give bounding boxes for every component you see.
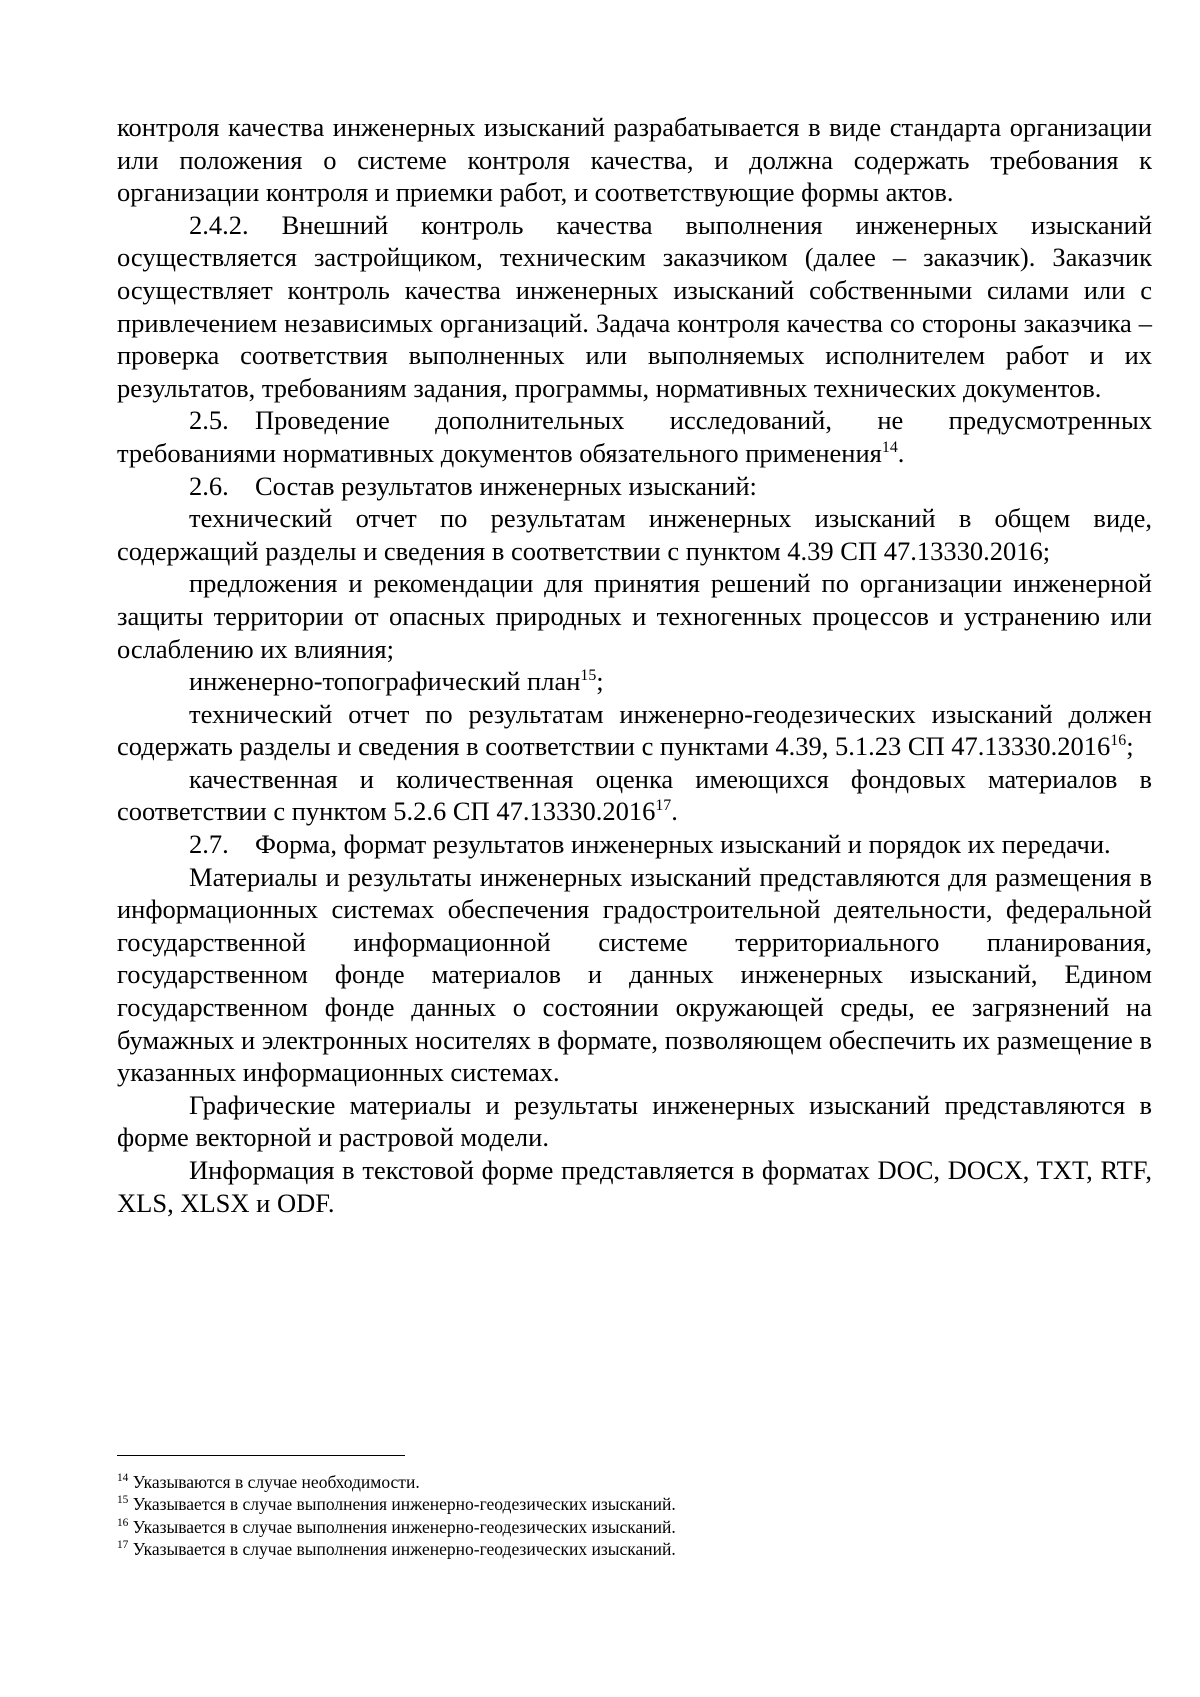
footnote-text: Указываются в случае необходимости. [132, 1472, 420, 1492]
clause-number: 2.5. [189, 405, 229, 436]
paragraph-text: технический отчет по результатам инженерных изысканий в общем виде, содержащий разделы и сведения в соответствии с пунктом 4.39 СП 47.13330.2016; [117, 503, 1152, 566]
paragraph-text: Графические материалы и результаты инженерных изысканий представляются в форме векторной и растровой модели. [117, 1089, 1152, 1153]
clause-number: 2.7. [189, 829, 229, 860]
paragraph-text: качественная и количественная оценка имеющихся фондовых материалов в соответствии с пунктом 5.2.6 СП 47.13330.2016 [117, 763, 1152, 827]
footnote-17 [117, 1538, 1152, 1560]
footnote-separator [117, 1455, 405, 1456]
footnote-number: 15 [117, 1494, 129, 1507]
paragraph-text: контроля качества инженерных изысканий разрабатывается в виде стандарта организации или положения о системе контроля качества, и должна содержать требования к организации контроля и приемки работ, и соответствующие формы актов. [117, 112, 1152, 208]
punctuation: ; [596, 666, 604, 697]
clause-number: 2.4.2. [189, 209, 249, 240]
footnote-number: 16 [117, 1516, 129, 1529]
paragraph-text: инженерно-топографический план [189, 666, 581, 697]
paragraph-text: Материалы и результаты инженерных изысканий представляются для размещения в информационных системах обеспечения градостроительной деятельности, федеральной государственной информационной системе территориального планирования, государственном фонде материалов и данных инженерных изысканий, Едином государственном фонде данных о состоянии окружающей среды, ее загрязнений на бумажных и электронных носителях в формате, позволяющем обеспечить их размещение в указанных информационных системах. [117, 861, 1152, 1088]
footnote-text: Указывается в случае выполнения инженерно-геодезических изысканий. [132, 1538, 676, 1559]
list-item-report [117, 502, 1152, 567]
footnotes [117, 1471, 1152, 1560]
footnote-ref-15[interactable]: 15 [580, 667, 597, 685]
footnote-text: Указывается в случае выполнения инженерно-геодезических изысканий. [132, 1516, 676, 1537]
paragraph-text: предложения и рекомендации для принятия решений по организации инженерной защиты территории от опасных природных и техногенных процессов и устранению или ослаблению их влияния; [117, 568, 1152, 664]
document-body [117, 111, 1152, 1219]
footnote-ref-17[interactable]: 17 [655, 797, 672, 815]
footnote-ref-16[interactable]: 16 [1110, 732, 1127, 750]
paragraph-2-7 [117, 828, 1152, 861]
paragraph-materials [117, 861, 1152, 1089]
paragraph-continuation [117, 111, 1152, 209]
paragraph-text: Состав результатов инженерных изысканий: [255, 470, 757, 501]
list-item-proposals [117, 567, 1152, 665]
footnote-16 [117, 1516, 1152, 1538]
paragraph-text: Проведение дополнительных исследований, не предусмотренных требованиями нормативных документов обязательного применения [117, 405, 1152, 468]
list-item-fund-assessment [117, 763, 1152, 828]
paragraph-text: Форма, формат результатов инженерных изысканий и порядок их передачи. [255, 829, 1111, 860]
list-item-topo-plan [117, 665, 1152, 698]
paragraph-2-6 [117, 470, 1152, 503]
punctuation: . [671, 796, 678, 827]
paragraph-text: Внешний контроль качества выполнения инженерных изысканий осуществляется застройщиком, техническим заказчиком (далее – заказчик). Заказчик осуществляет контроль качества инженерных изысканий собственными силами или с привлечением независимых организаций. Задача контроля качества со стороны заказчика – проверка соответствия выполненных или выполняемых исполнителем работ и их результатов, требованиям задания, программы, нормативных технических документов. [117, 209, 1153, 403]
list-item-geodetic-report [117, 698, 1152, 763]
paragraph-2-4-2 [117, 209, 1152, 405]
punctuation: . [897, 437, 905, 468]
paragraph-text-formats [117, 1154, 1152, 1219]
footnote-number: 17 [117, 1539, 129, 1552]
paragraph-text: Информация в текстовой форме представляется в форматах DOC, DOCX, TXT, RTF, XLS, XLSX и ODF. [117, 1155, 1152, 1218]
footnote-14 [117, 1471, 1152, 1493]
footnote-number: 14 [117, 1472, 129, 1485]
paragraph-2-5 [117, 404, 1152, 469]
footnote-text: Указывается в случае выполнения инженерно-геодезических изысканий. [132, 1494, 676, 1515]
footnote-15 [117, 1493, 1152, 1515]
paragraph-graphics [117, 1089, 1152, 1154]
punctuation: ; [1126, 731, 1134, 762]
footnote-ref-14[interactable]: 14 [881, 439, 898, 457]
clause-number: 2.6. [189, 470, 229, 501]
paragraph-text: технический отчет по результатам инженерно-геодезических изысканий должен содержать разделы и сведения в соответствии с пунктами 4.39, 5.1.23 СП 47.13330.2016 [117, 698, 1152, 762]
